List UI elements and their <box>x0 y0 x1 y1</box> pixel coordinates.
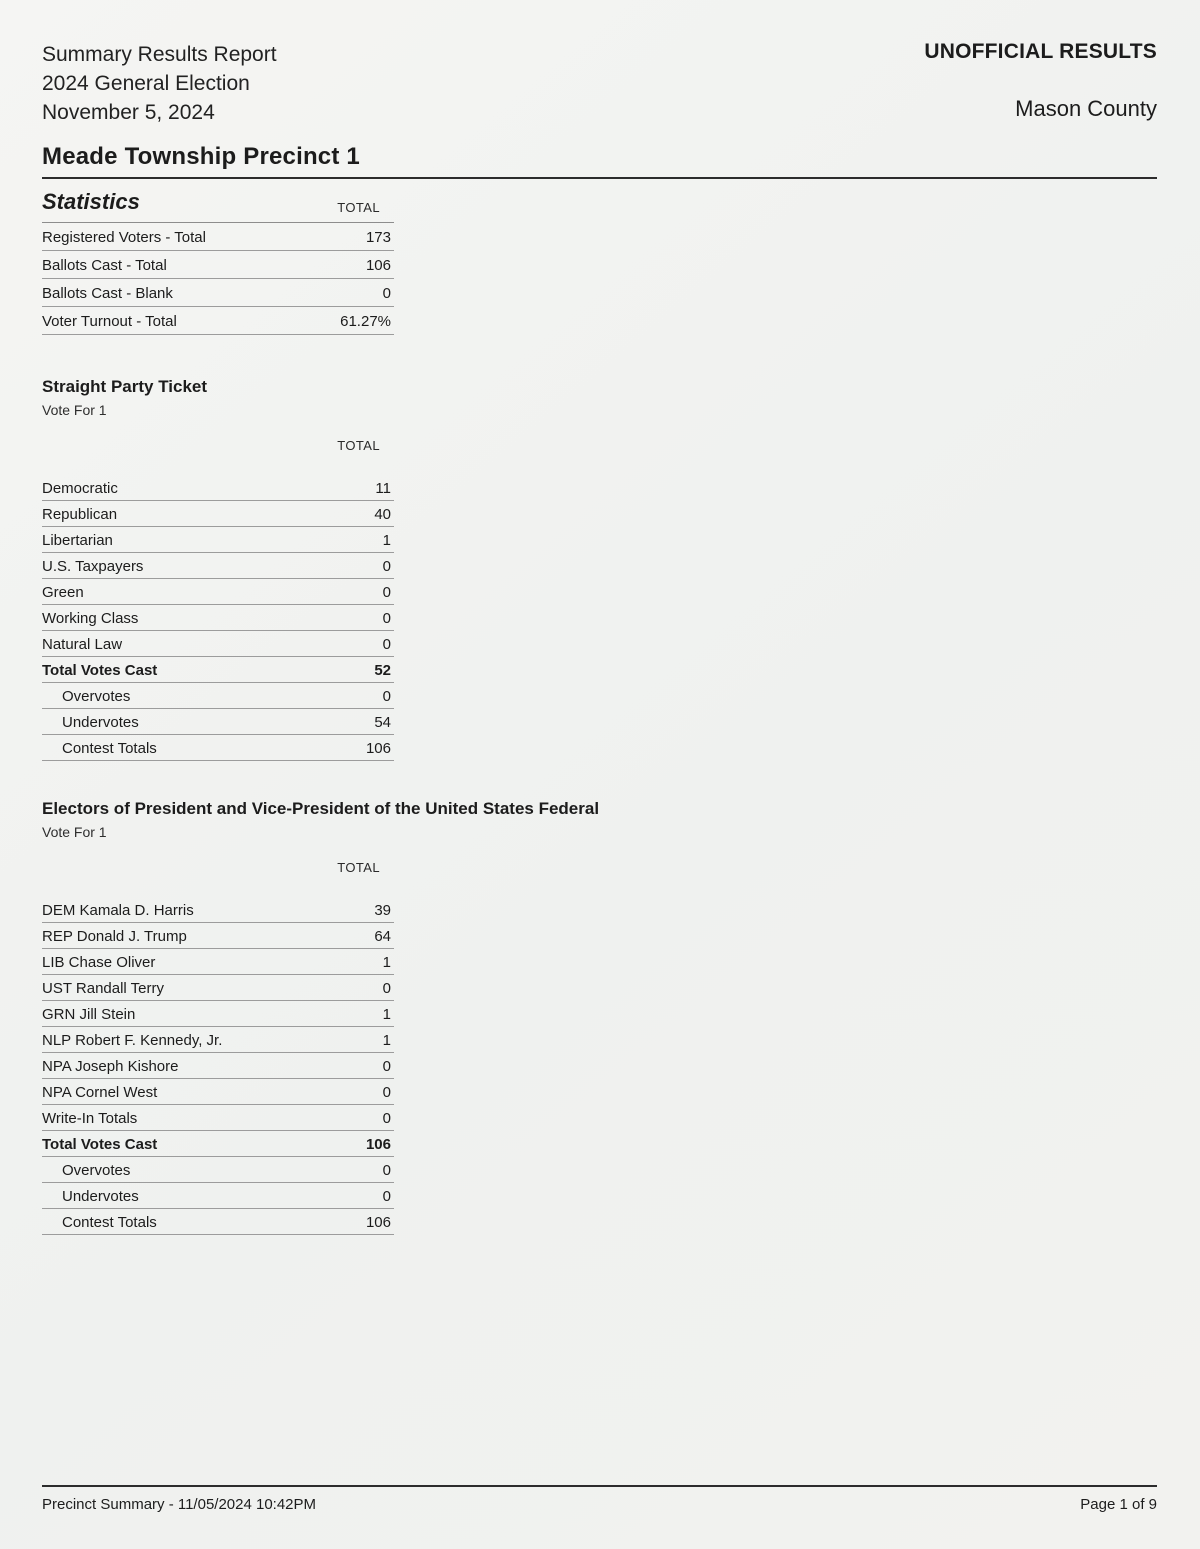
row-value: 61.27% <box>340 313 391 330</box>
candidate-label: NPA Cornel West <box>42 1084 158 1101</box>
table-row <box>42 949 394 975</box>
vote-for-label: Vote For 1 <box>42 824 107 840</box>
contest-title: Electors of President and Vice-President of the United States Federal <box>42 799 600 818</box>
vote-total: 1 <box>382 954 391 971</box>
vote-total: 0 <box>382 980 391 997</box>
precinct-title: Meade Township Precinct 1 <box>42 143 1157 179</box>
row-label: Registered Voters - Total <box>42 229 206 246</box>
candidate-label: Green <box>42 584 84 601</box>
table-row <box>42 975 394 1001</box>
report-title: Summary Results Report <box>42 43 277 66</box>
vote-total: 54 <box>374 714 391 731</box>
vote-total: 0 <box>382 688 391 705</box>
candidate-label: Libertarian <box>42 532 113 549</box>
vote-total: 0 <box>382 636 391 653</box>
candidate-label: GRN Jill Stein <box>42 1006 136 1023</box>
contest-title: Straight Party Ticket <box>42 377 208 396</box>
statistics-header <box>42 189 394 223</box>
row-value: 106 <box>365 257 391 274</box>
vote-total: 11 <box>375 480 391 497</box>
table-row <box>42 307 394 335</box>
table-row <box>42 251 394 279</box>
row-label: Contest Totals <box>62 740 157 757</box>
vote-total: 106 <box>365 1214 391 1231</box>
row-label: Ballots Cast - Total <box>42 257 167 274</box>
candidate-label: Republican <box>42 506 118 523</box>
candidate-label: Write-In Totals <box>42 1110 138 1127</box>
table-row <box>42 897 394 923</box>
vote-total: 52 <box>374 662 391 679</box>
vote-total: 0 <box>382 1110 391 1127</box>
report-header <box>42 40 1157 127</box>
candidate-label: Democratic <box>42 480 118 497</box>
table-row <box>42 923 394 949</box>
contest-table <box>42 438 394 761</box>
overvotes-row <box>42 683 394 709</box>
row-value: 173 <box>365 229 391 246</box>
contest-totals-row <box>42 735 394 761</box>
total-column-header: TOTAL <box>337 200 380 215</box>
header-right <box>924 40 1157 122</box>
table-row <box>42 579 394 605</box>
statistics-title: Statistics <box>42 189 140 214</box>
contest-table <box>42 860 394 1235</box>
vote-total: 1 <box>382 1006 391 1023</box>
vote-total: 1 <box>382 1032 391 1049</box>
statistics-table <box>42 189 394 335</box>
results-status: UNOFFICIAL RESULTS <box>924 40 1157 63</box>
table-row <box>42 279 394 307</box>
vote-total: 106 <box>365 740 391 757</box>
table-row <box>42 501 394 527</box>
vote-total: 0 <box>382 558 391 575</box>
vote-total: 0 <box>382 1084 391 1101</box>
table-row <box>42 1001 394 1027</box>
vote-total: 0 <box>382 1058 391 1075</box>
row-label: Total Votes Cast <box>42 662 158 679</box>
table-row <box>42 553 394 579</box>
total-votes-row <box>42 657 394 683</box>
candidate-label: UST Randall Terry <box>42 980 164 997</box>
table-row <box>42 605 394 631</box>
row-label: Overvotes <box>62 688 131 705</box>
table-row <box>42 1027 394 1053</box>
total-column-header: TOTAL <box>337 438 380 453</box>
contest-totals-row <box>42 1209 394 1235</box>
page-footer <box>42 1485 1157 1513</box>
election-name: 2024 General Election <box>42 72 250 95</box>
vote-for-label: Vote For 1 <box>42 402 107 418</box>
table-row <box>42 475 394 501</box>
total-votes-row <box>42 1131 394 1157</box>
candidate-label: Natural Law <box>42 636 123 653</box>
header-left <box>42 40 277 127</box>
candidate-label: DEM Kamala D. Harris <box>42 902 194 919</box>
undervotes-row <box>42 1183 394 1209</box>
vote-total: 64 <box>374 928 391 945</box>
candidate-label: REP Donald J. Trump <box>42 928 187 945</box>
overvotes-row <box>42 1157 394 1183</box>
vote-total: 106 <box>365 1136 391 1153</box>
row-label: Voter Turnout - Total <box>42 313 177 330</box>
candidate-label: Working Class <box>42 610 139 627</box>
table-row <box>42 223 394 251</box>
total-column-header: TOTAL <box>337 860 380 875</box>
table-row <box>42 1053 394 1079</box>
row-label: Ballots Cast - Blank <box>42 285 173 302</box>
election-date: November 5, 2024 <box>42 101 215 124</box>
row-label: Undervotes <box>62 1188 139 1205</box>
table-row <box>42 1105 394 1131</box>
vote-total: 0 <box>382 584 391 601</box>
footer-summary-timestamp: Precinct Summary - 11/05/2024 10:42PM <box>42 1496 317 1513</box>
footer-page-number: Page 1 of 9 <box>1080 1496 1157 1513</box>
vote-total: 39 <box>374 902 391 919</box>
table-row <box>42 527 394 553</box>
candidate-label: LIB Chase Oliver <box>42 954 156 971</box>
candidate-label: U.S. Taxpayers <box>42 558 144 575</box>
candidate-label: NLP Robert F. Kennedy, Jr. <box>42 1032 223 1049</box>
table-row <box>42 631 394 657</box>
vote-total: 0 <box>382 1162 391 1179</box>
vote-total: 40 <box>374 506 391 523</box>
row-value: 0 <box>382 285 391 302</box>
row-label: Contest Totals <box>62 1214 157 1231</box>
row-label: Undervotes <box>62 714 139 731</box>
row-label: Overvotes <box>62 1162 131 1179</box>
county-name: Mason County <box>1015 96 1157 121</box>
vote-total: 0 <box>382 610 391 627</box>
vote-total: 0 <box>382 1188 391 1205</box>
vote-total: 1 <box>382 532 391 549</box>
row-label: Total Votes Cast <box>42 1136 158 1153</box>
table-row <box>42 1079 394 1105</box>
candidate-label: NPA Joseph Kishore <box>42 1058 179 1075</box>
undervotes-row <box>42 709 394 735</box>
